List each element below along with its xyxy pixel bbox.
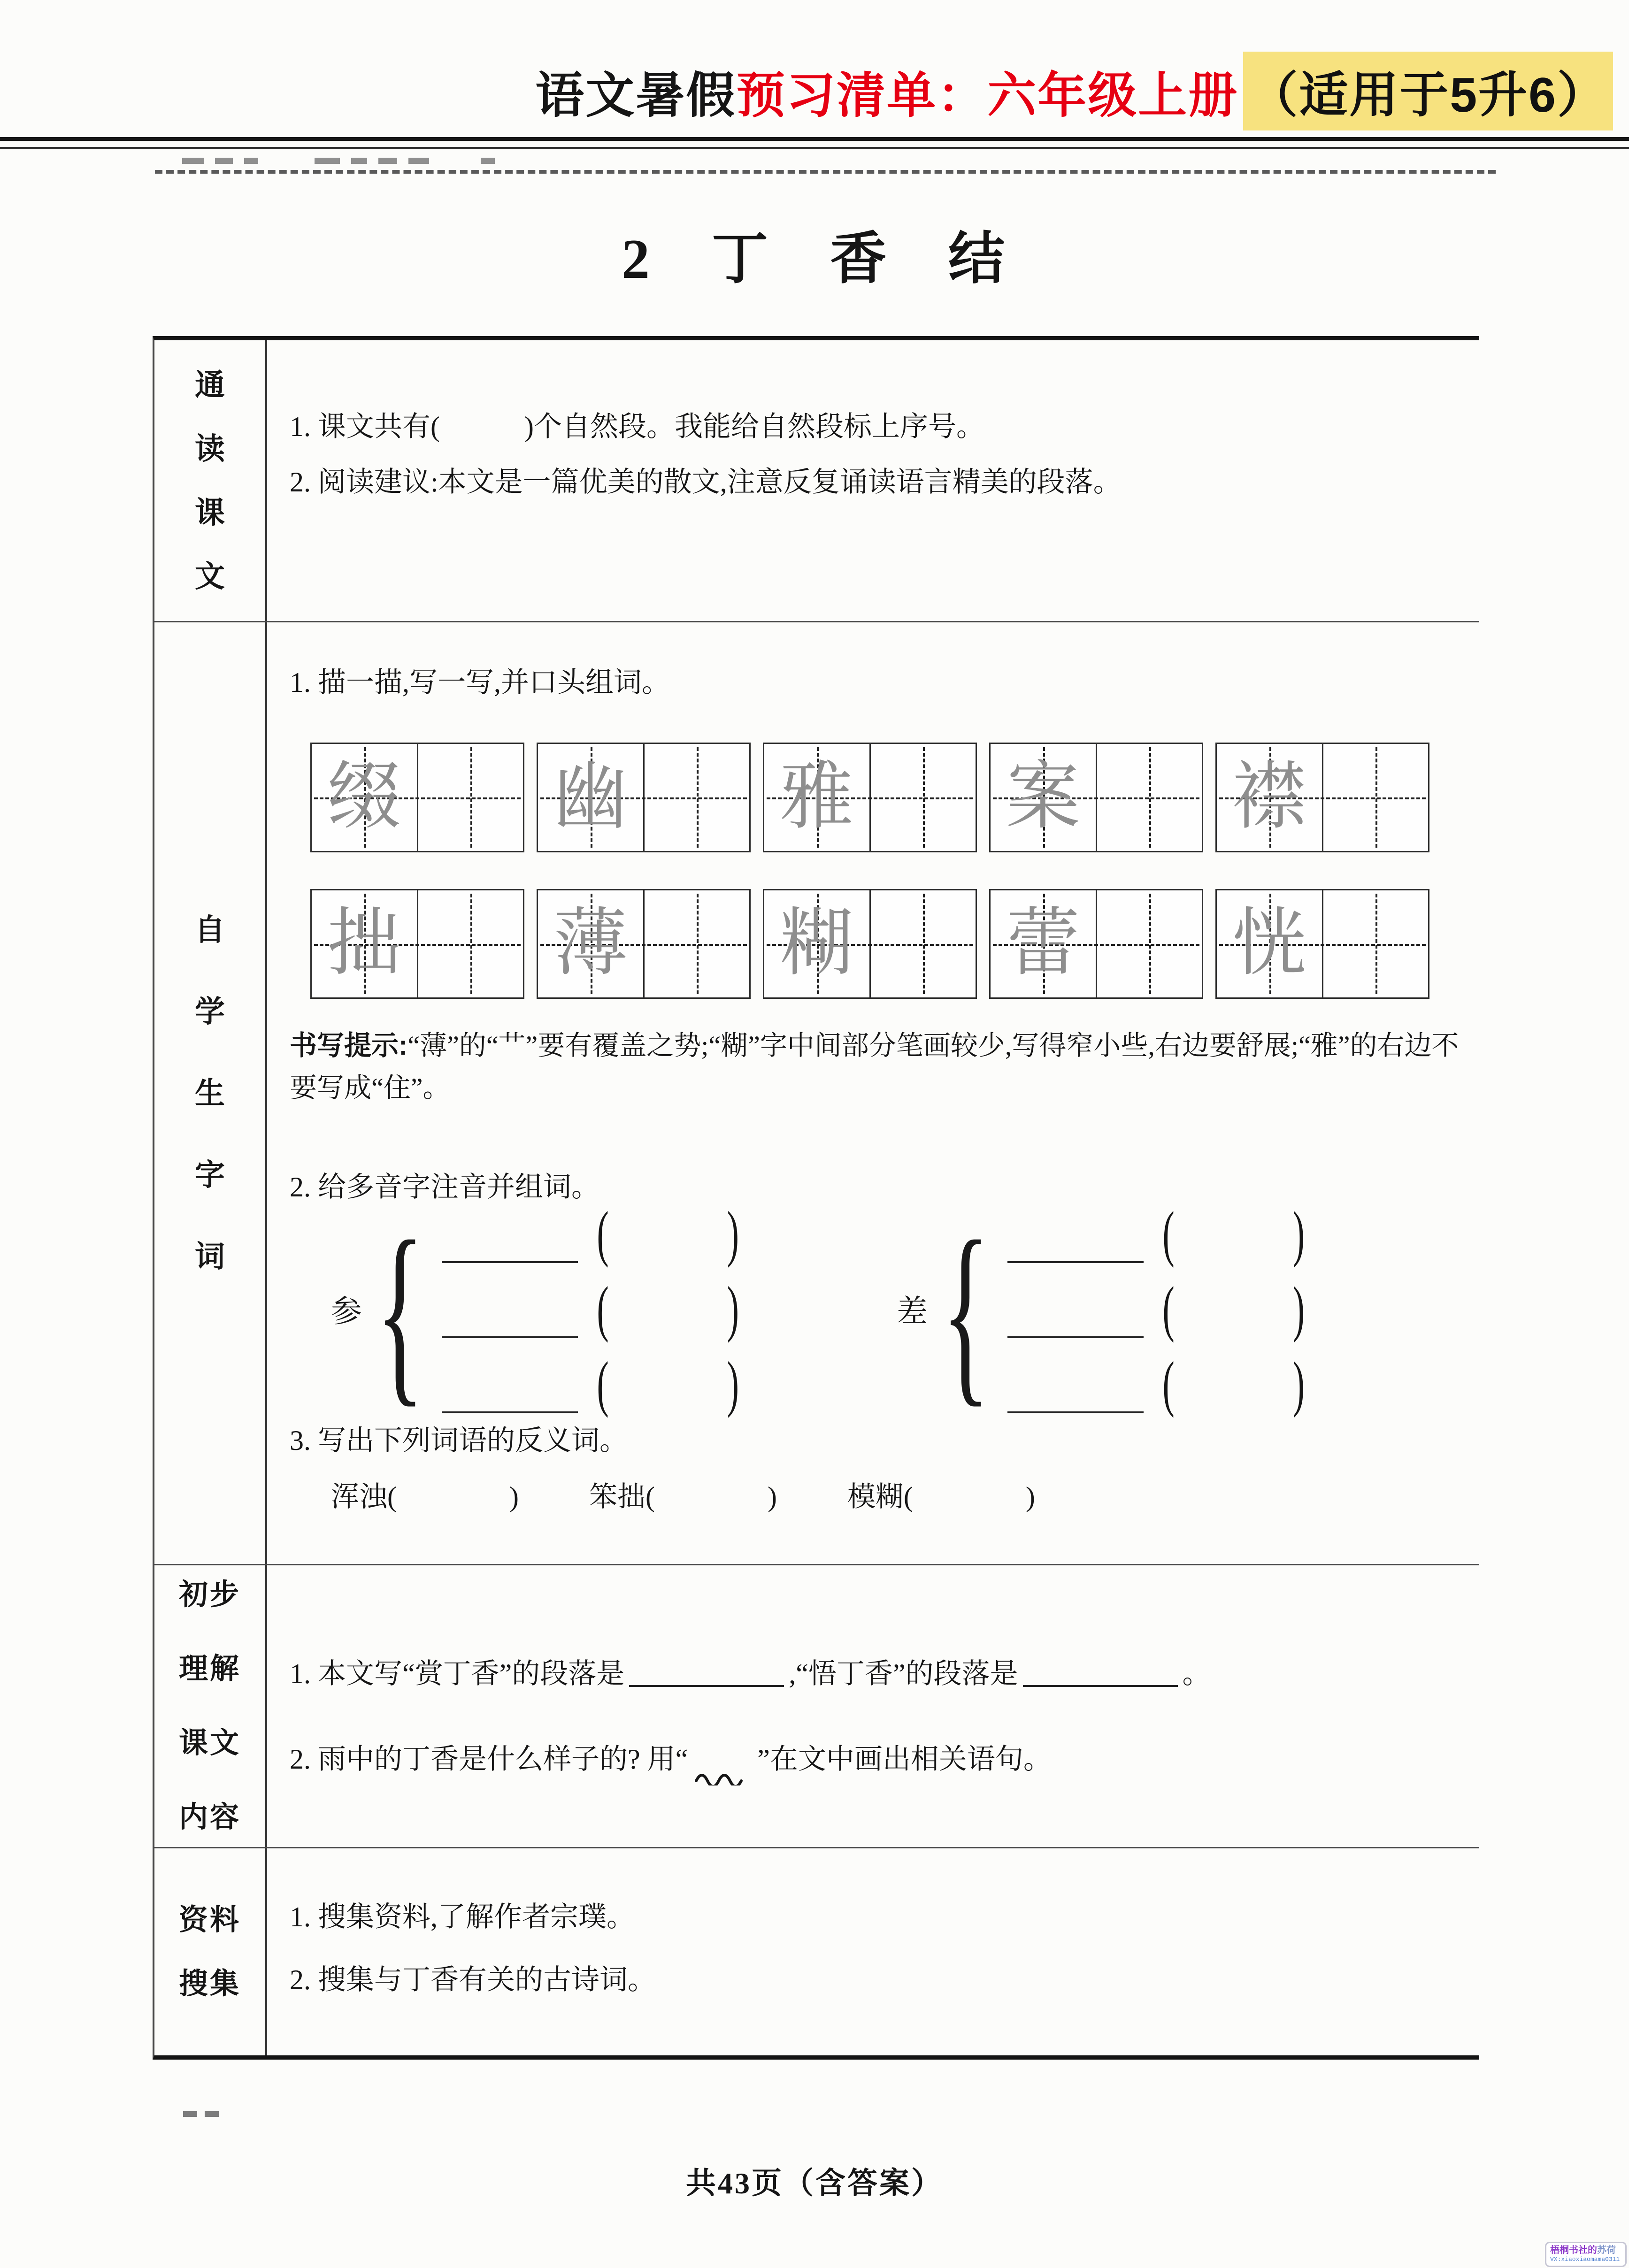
practice-char: 恍 xyxy=(1232,903,1306,985)
question-text: ,“悟丁香”的段落是 xyxy=(789,1658,1018,1689)
row-label-zixue-zici xyxy=(154,622,267,1564)
polyphonic-group-can xyxy=(331,1199,742,1424)
task-item-1 xyxy=(290,1657,1479,1691)
brace-glyph: { xyxy=(941,1200,990,1424)
page-footer: 共43页（含答案） xyxy=(686,2167,943,2200)
label-line: 搜集 xyxy=(178,1967,241,2000)
antonym-item: 模糊( ) xyxy=(847,1481,1035,1512)
practice-char: 雅 xyxy=(779,756,854,838)
write-cell xyxy=(418,890,523,997)
header-series-black: 语文暑假 xyxy=(535,69,737,123)
row-label-lijie-neirong xyxy=(154,1565,267,1847)
answer-blank-line xyxy=(1023,1685,1178,1687)
polyphonic-group-cha xyxy=(897,1199,1308,1424)
header-rule-bottom xyxy=(0,147,1629,149)
answer-blank-line xyxy=(1007,1336,1144,1338)
label-char: 字 xyxy=(195,1158,225,1192)
cropped-mark-fragments xyxy=(183,2111,219,2117)
practice-box-pair xyxy=(1215,743,1429,852)
practice-box-pair xyxy=(310,743,524,852)
task-item-2: 2. 阅读建议:本文是一篇优美的散文,注意反复诵读语言精美的段落。 xyxy=(290,467,1122,498)
pinyin-blank-row xyxy=(1007,1349,1308,1420)
label-char: 学 xyxy=(195,995,225,1028)
page-header xyxy=(0,52,1613,130)
write-cell xyxy=(645,890,750,997)
write-cell xyxy=(871,744,976,851)
question-text: 1. 本文写“赏丁香”的段落是 xyxy=(290,1658,625,1689)
label-char: 文 xyxy=(195,559,225,593)
pinyin-blank-row xyxy=(442,1349,742,1420)
row-label-tongdu-kewen xyxy=(154,340,267,621)
row-content-zixue-zici xyxy=(267,622,1491,1564)
polyphonic-section xyxy=(331,1199,1491,1424)
label-line: 内容 xyxy=(178,1801,241,1833)
write-cell xyxy=(645,744,750,851)
write-cell xyxy=(418,744,523,851)
practice-box-pair xyxy=(763,743,977,852)
row-label-ziliao-souji xyxy=(154,1848,267,2055)
task-item-2: 2. 给多音字注音并组词。 xyxy=(290,1171,599,1203)
antonym-item: 笨拙( ) xyxy=(589,1481,777,1512)
pinyin-blank-row xyxy=(1007,1199,1308,1270)
write-cell xyxy=(1323,890,1429,997)
brace-glyph: { xyxy=(376,1200,424,1424)
practice-box-pair xyxy=(537,743,751,852)
preview-table xyxy=(153,336,1479,2060)
polyphonic-blanks xyxy=(1007,1199,1308,1420)
word-blank-parens: ( ) xyxy=(597,1274,742,1343)
practice-box-row-2 xyxy=(310,889,1491,999)
label-char: 词 xyxy=(195,1240,225,1273)
pinyin-blank-row xyxy=(442,1274,742,1345)
practice-box-pair xyxy=(537,889,751,999)
dotted-separator xyxy=(155,170,1496,174)
polyphonic-blanks xyxy=(442,1199,742,1420)
task-item-3: 3. 写出下列词语的反义词。 xyxy=(290,1425,628,1456)
watermark-title xyxy=(1550,2245,1621,2256)
write-cell xyxy=(871,890,976,997)
practice-char: 缀 xyxy=(327,756,401,838)
trace-cell xyxy=(764,744,871,851)
table-row-ziliao-souji xyxy=(154,1848,1479,2055)
label-line: 初步 xyxy=(178,1578,241,1611)
practice-char: 幽 xyxy=(553,756,628,838)
polyphonic-char: 参 xyxy=(331,1295,362,1329)
practice-char: 薄 xyxy=(553,903,628,985)
task-item-2 xyxy=(290,1742,1479,1776)
pinyin-blank-row xyxy=(1007,1274,1308,1345)
practice-char: 拙 xyxy=(327,903,401,985)
task-item-1: 1. 描一描,写一写,并口头组词。 xyxy=(290,667,670,698)
table-row-tongdu-kewen xyxy=(154,340,1479,622)
antonym-blanks-row xyxy=(331,1480,1491,1514)
trace-cell xyxy=(764,890,871,997)
row-content-lijie-neirong xyxy=(267,1565,1479,1847)
word-blank-parens: ( ) xyxy=(597,1199,742,1268)
practice-char: 糊 xyxy=(779,903,854,985)
trace-cell xyxy=(312,744,418,851)
practice-box-pair xyxy=(1215,889,1429,999)
header-rule-top xyxy=(0,137,1629,141)
answer-blank-line xyxy=(1007,1261,1144,1263)
watermark-contact: VX:xiaoxiaomama0311 xyxy=(1550,2256,1620,2263)
watermark-title-blue: 苏荷 xyxy=(1597,2245,1616,2256)
practice-box-pair xyxy=(763,889,977,999)
label-line: 课文 xyxy=(178,1727,241,1759)
write-cell xyxy=(1097,744,1202,851)
pinyin-blank-row xyxy=(442,1199,742,1270)
task-item-1: 1. 课文共有( )个自然段。我能给自然段标上序号。 xyxy=(290,411,984,442)
practice-char: 襟 xyxy=(1232,756,1306,838)
answer-blank-line xyxy=(442,1261,578,1263)
watermark-title-purple: 梧桐书社的 xyxy=(1550,2245,1597,2256)
label-line: 理解 xyxy=(178,1653,241,1685)
trace-cell xyxy=(991,890,1097,997)
practice-char: 案 xyxy=(1006,756,1080,838)
answer-blank-line xyxy=(442,1336,578,1338)
antonym-item: 浑浊( ) xyxy=(331,1481,519,1512)
question-text: 2. 雨中的丁香是什么样子的? 用“ xyxy=(290,1744,688,1775)
label-line: 资料 xyxy=(178,1903,241,1936)
task-item-2: 2. 搜集与丁香有关的古诗词。 xyxy=(290,1964,656,1995)
word-blank-parens: ( ) xyxy=(1162,1199,1308,1268)
answer-blank-line xyxy=(1007,1411,1144,1413)
wavy-underline-mark xyxy=(694,1759,751,1793)
lesson-title: 2 丁 香 结 xyxy=(622,228,1007,290)
table-row-lijie-neirong xyxy=(154,1565,1479,1848)
trace-cell xyxy=(1217,890,1323,997)
writing-tip xyxy=(290,1025,1473,1109)
writing-tip-text: “薄”的“艹”要有覆盖之势;“糊”字中间部分笔画较少,写得窄小些,右边要舒展;“雅”的右边不要写成“住”。 xyxy=(290,1030,1459,1103)
write-cell xyxy=(1323,744,1429,851)
header-grade-badge: （适用于5升6） xyxy=(1243,52,1613,130)
label-char: 课 xyxy=(195,496,225,529)
trace-cell xyxy=(538,890,645,997)
answer-blank-line xyxy=(629,1685,784,1687)
practice-box-row-1 xyxy=(310,743,1491,852)
practice-box-pair xyxy=(310,889,524,999)
practice-char: 蕾 xyxy=(1006,903,1080,985)
label-char: 读 xyxy=(195,432,225,466)
watermark-box xyxy=(1545,2242,1627,2267)
label-char: 通 xyxy=(195,368,225,402)
writing-tip-label: 书写提示: xyxy=(290,1030,408,1061)
label-char: 生 xyxy=(195,1076,225,1110)
practice-box-pair xyxy=(989,889,1203,999)
question-text: ”在文中画出相关语句。 xyxy=(757,1744,1052,1775)
row-content-ziliao-souji xyxy=(267,1848,1479,2055)
practice-box-pair xyxy=(989,743,1203,852)
write-cell xyxy=(1097,890,1202,997)
polyphonic-char: 差 xyxy=(897,1295,928,1329)
trace-cell xyxy=(1217,744,1323,851)
answer-blank-line xyxy=(442,1411,578,1413)
table-row-zixue-zici xyxy=(154,622,1479,1565)
question-text: 。 xyxy=(1182,1658,1211,1689)
task-item-1: 1. 搜集资料,了解作者宗璞。 xyxy=(290,1901,635,1932)
trace-cell xyxy=(538,744,645,851)
cropped-text-fragments xyxy=(182,158,506,164)
word-blank-parens: ( ) xyxy=(1162,1274,1308,1343)
trace-cell xyxy=(312,890,418,997)
word-blank-parens: ( ) xyxy=(597,1349,742,1418)
row-content-tongdu-kewen xyxy=(267,340,1479,621)
trace-cell xyxy=(991,744,1097,851)
header-series-red: 预习清单：六年级上册 xyxy=(736,69,1239,123)
label-char: 自 xyxy=(195,913,225,947)
word-blank-parens: ( ) xyxy=(1162,1349,1308,1418)
